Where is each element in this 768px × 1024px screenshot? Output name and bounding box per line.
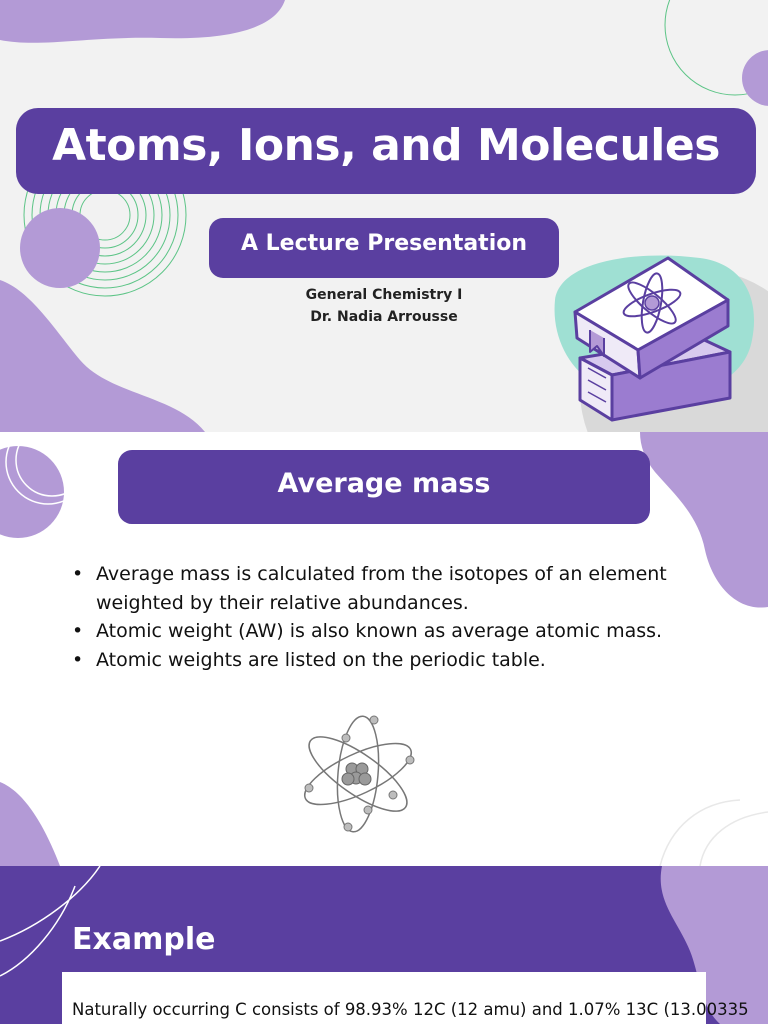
decor-curve-left	[0, 866, 100, 976]
title-slide	[0, 0, 768, 432]
atom-icon	[0, 432, 768, 866]
bullet-text: Average mass is calculated from the isotopes of an element weighted by their relative abundances.	[96, 563, 667, 614]
bullet-dot: •	[72, 620, 84, 642]
course-name: General Chemistry I	[305, 287, 463, 303]
example-text: Naturally occurring C consists of 98.93% 12C (12 amu) and 1.07% 13C (13.00335	[72, 1000, 749, 1019]
bullet-dot: •	[72, 648, 84, 671]
section-heading: Average mass	[277, 468, 491, 499]
example-heading: Example	[72, 922, 216, 957]
example-slide	[0, 866, 768, 1024]
book-icon	[0, 0, 768, 432]
average-mass-slide	[0, 432, 768, 866]
bullet-dot: •	[72, 563, 84, 585]
author-name: Dr. Nadia Arrousse	[310, 309, 458, 325]
bullet-text: Atomic weights are listed on the periodic table.	[96, 648, 546, 671]
presentation-subtitle: A Lecture Presentation	[240, 231, 528, 256]
bullet-text: Atomic weight (AW) is also known as average atomic mass.	[96, 620, 663, 642]
presentation-title: Atoms, Ions, and Molecules	[52, 120, 720, 171]
example-text-box	[62, 972, 749, 1024]
